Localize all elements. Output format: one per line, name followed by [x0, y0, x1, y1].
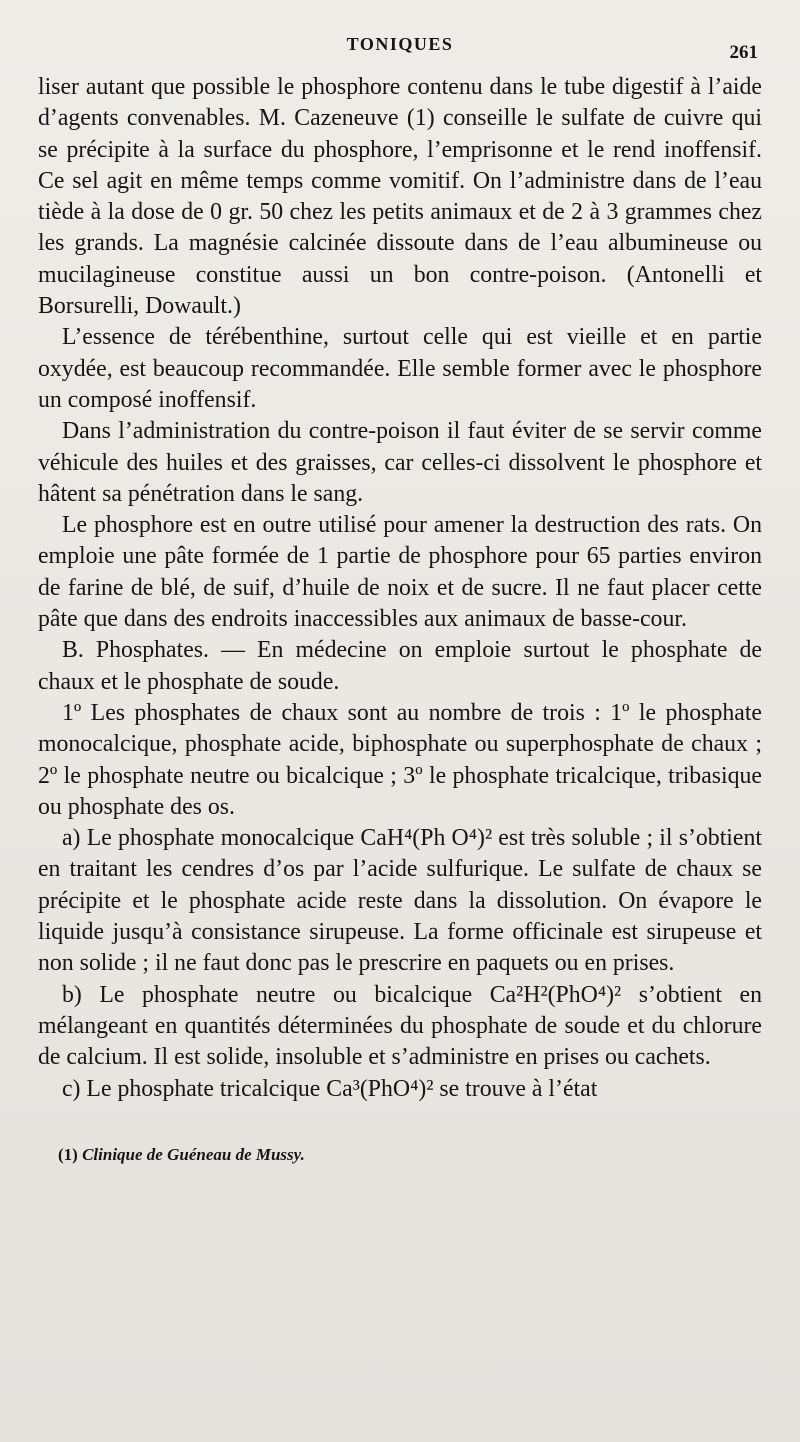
- paragraph-turpentine: L’essence de térébenthine, surtout celle qui est vieille et en partie oxydée, est beaucoup recommandée. Elle semble former avec le phosphore un composé inoffensif.: [38, 324, 762, 413]
- paragraph-calcium-phosphates: 1º Les phosphates de chaux sont au nombre de trois : 1º le phosphate monocalcique, phosphate acide, biphosphate ou superphosphate de chaux ; 2º le phosphate neutre ou bicalcique ; 3º le phosphate tricalcique, tribasique ou phosphate des os.: [38, 699, 762, 820]
- footnote-text: Clinique de Guéneau de Mussy.: [82, 1144, 305, 1164]
- paragraph-oils-warning: Dans l’administration du contre-poison il faut éviter de se servir comme véhicule des huiles et des graisses, car celles-ci dissolvent le phosphore et hâtent sa pénétration dans le sang.: [38, 418, 762, 507]
- paragraph-monocalcic: a) Le phosphate monocalcique CaH⁴(Ph O⁴)² est très soluble ; il s’obtient en traitant les cendres d’os par l’acide sulfurique. Le sulfate de chaux se précipite et le phosphate acide reste dans la dissolution. On évapore le liquide jusqu’à consistance sirupeuse. La forme officinale est sirupeuse et non solide ; il ne faut donc pas le prescrire en paquets ou en prises.: [38, 825, 762, 977]
- paragraph-tricalcic: c) Le phosphate tricalcique Ca³(PhO⁴)² se trouve à l’état: [62, 1075, 598, 1102]
- paragraph-phosphates-heading: B. Phosphates. — En médecine on emploie surtout le phosphate de chaux et le phosphate de soude.: [38, 637, 762, 695]
- body-text: [38, 72, 762, 1105]
- running-title: TONIQUES: [346, 34, 454, 54]
- page-number: 261: [729, 42, 758, 63]
- paragraph-antidote-copper: liser autant que possible le phosphore contenu dans le tube digestif à l’aide d’agents convenables. M. Cazeneuve (1) conseille le sulfate de cuivre qui se précipite à la surface du phosphore, l’emprisonne et le rend inoffensif. Ce sel agit en même temps comme vomitif. On l’administre dans de l’eau tiède à la dose de 0 gr. 50 chez les petits animaux et de 2 à 3 grammes chez les grands. La magnésie calcinée dissoute dans de l’eau albumineuse ou mucilagineuse constitue aussi un bon contre-poison. (Antonelli et Borsurelli, Dowault.): [38, 74, 762, 320]
- page-header: [38, 32, 762, 72]
- footnote-marker: (1): [58, 1144, 78, 1164]
- footnote: [58, 1145, 762, 1165]
- footnote-spacer: [38, 1105, 762, 1145]
- paragraph-rat-poison: Le phosphore est en outre utilisé pour amener la destruction des rats. On emploie une pâte formée de 1 partie de phosphore pour 65 parties environ de farine de blé, de suif, d’huile de noix et de sucre. Il ne faut placer cette pâte que dans des endroits inaccessibles aux animaux de basse-cour.: [38, 512, 762, 633]
- paragraph-bicalcic: b) Le phosphate neutre ou bicalcique Ca²H²(PhO⁴)² s’obtient en mélangeant en quantités déterminées du phosphate de soude et du chlorure de calcium. Il est solide, insoluble et s’administre en prises ou cachets.: [38, 981, 762, 1071]
